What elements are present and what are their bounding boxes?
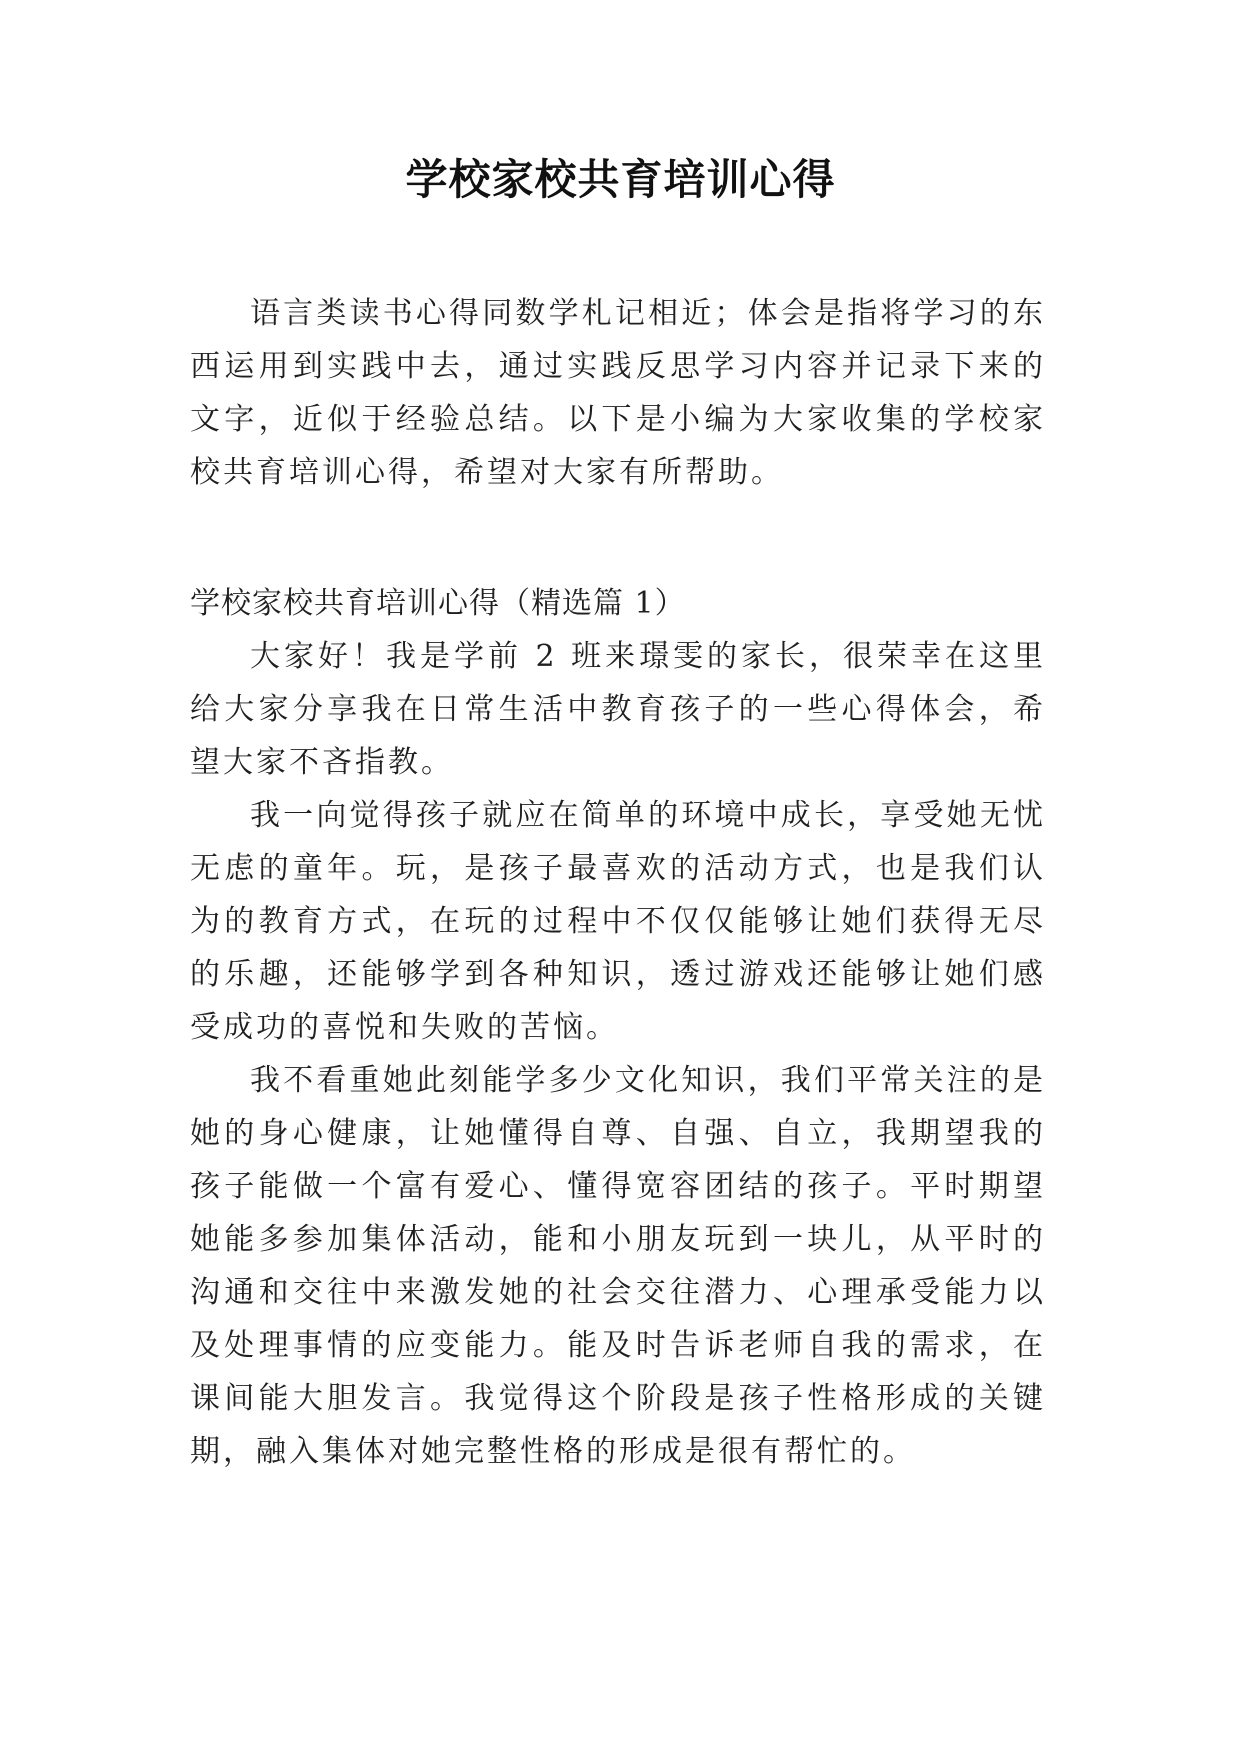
section-heading: 学校家校共育培训心得（精选篇 1）: [190, 586, 686, 621]
section-1: [190, 577, 1046, 1478]
intro-block: [190, 287, 1046, 499]
document-title: 学校家校共育培训心得: [405, 155, 836, 204]
intro-paragraph: 语言类读书心得同数学札记相近；体会是指将学习的东西运用到实践中去，通过实践反思学习内容并记录下来的文字，近似于经验总结。以下是小编为大家收集的学校家校共育培训心得，希望对大家有所帮助。: [190, 296, 1046, 490]
body-paragraph-3: 我不看重她此刻能学多少文化知识，我们平常关注的是她的身心健康，让她懂得自尊、自强、自立，我期望我的孩子能做一个富有爱心、懂得宽容团结的孩子。平时期望她能多参加集体活动，能和小朋友玩到一块儿，从平时的沟通和交往中来激发她的社会交往潜力、心理承受能力以及处理事情的应变能力。能及时告诉老师自我的需求，在课间能大胆发言。我觉得这个阶段是孩子性格形成的关键期，融入集体对她完整性格的形成是很有帮忙的。: [190, 1063, 1046, 1469]
body-paragraph-1: 大家好！我是学前 2 班来璟雯的家长，很荣幸在这里给大家分享我在日常生活中教育孩子的一些心得体会，希望大家不吝指教。: [190, 639, 1046, 780]
body-paragraph-2: 我一向觉得孩子就应在简单的环境中成长，享受她无忧无虑的童年。玩，是孩子最喜欢的活动方式，也是我们认为的教育方式，在玩的过程中不仅仅能够让她们获得无尽的乐趣，还能够学到各种知识，透过游戏还能够让她们感受成功的喜悦和失败的苦恼。: [190, 798, 1046, 1045]
